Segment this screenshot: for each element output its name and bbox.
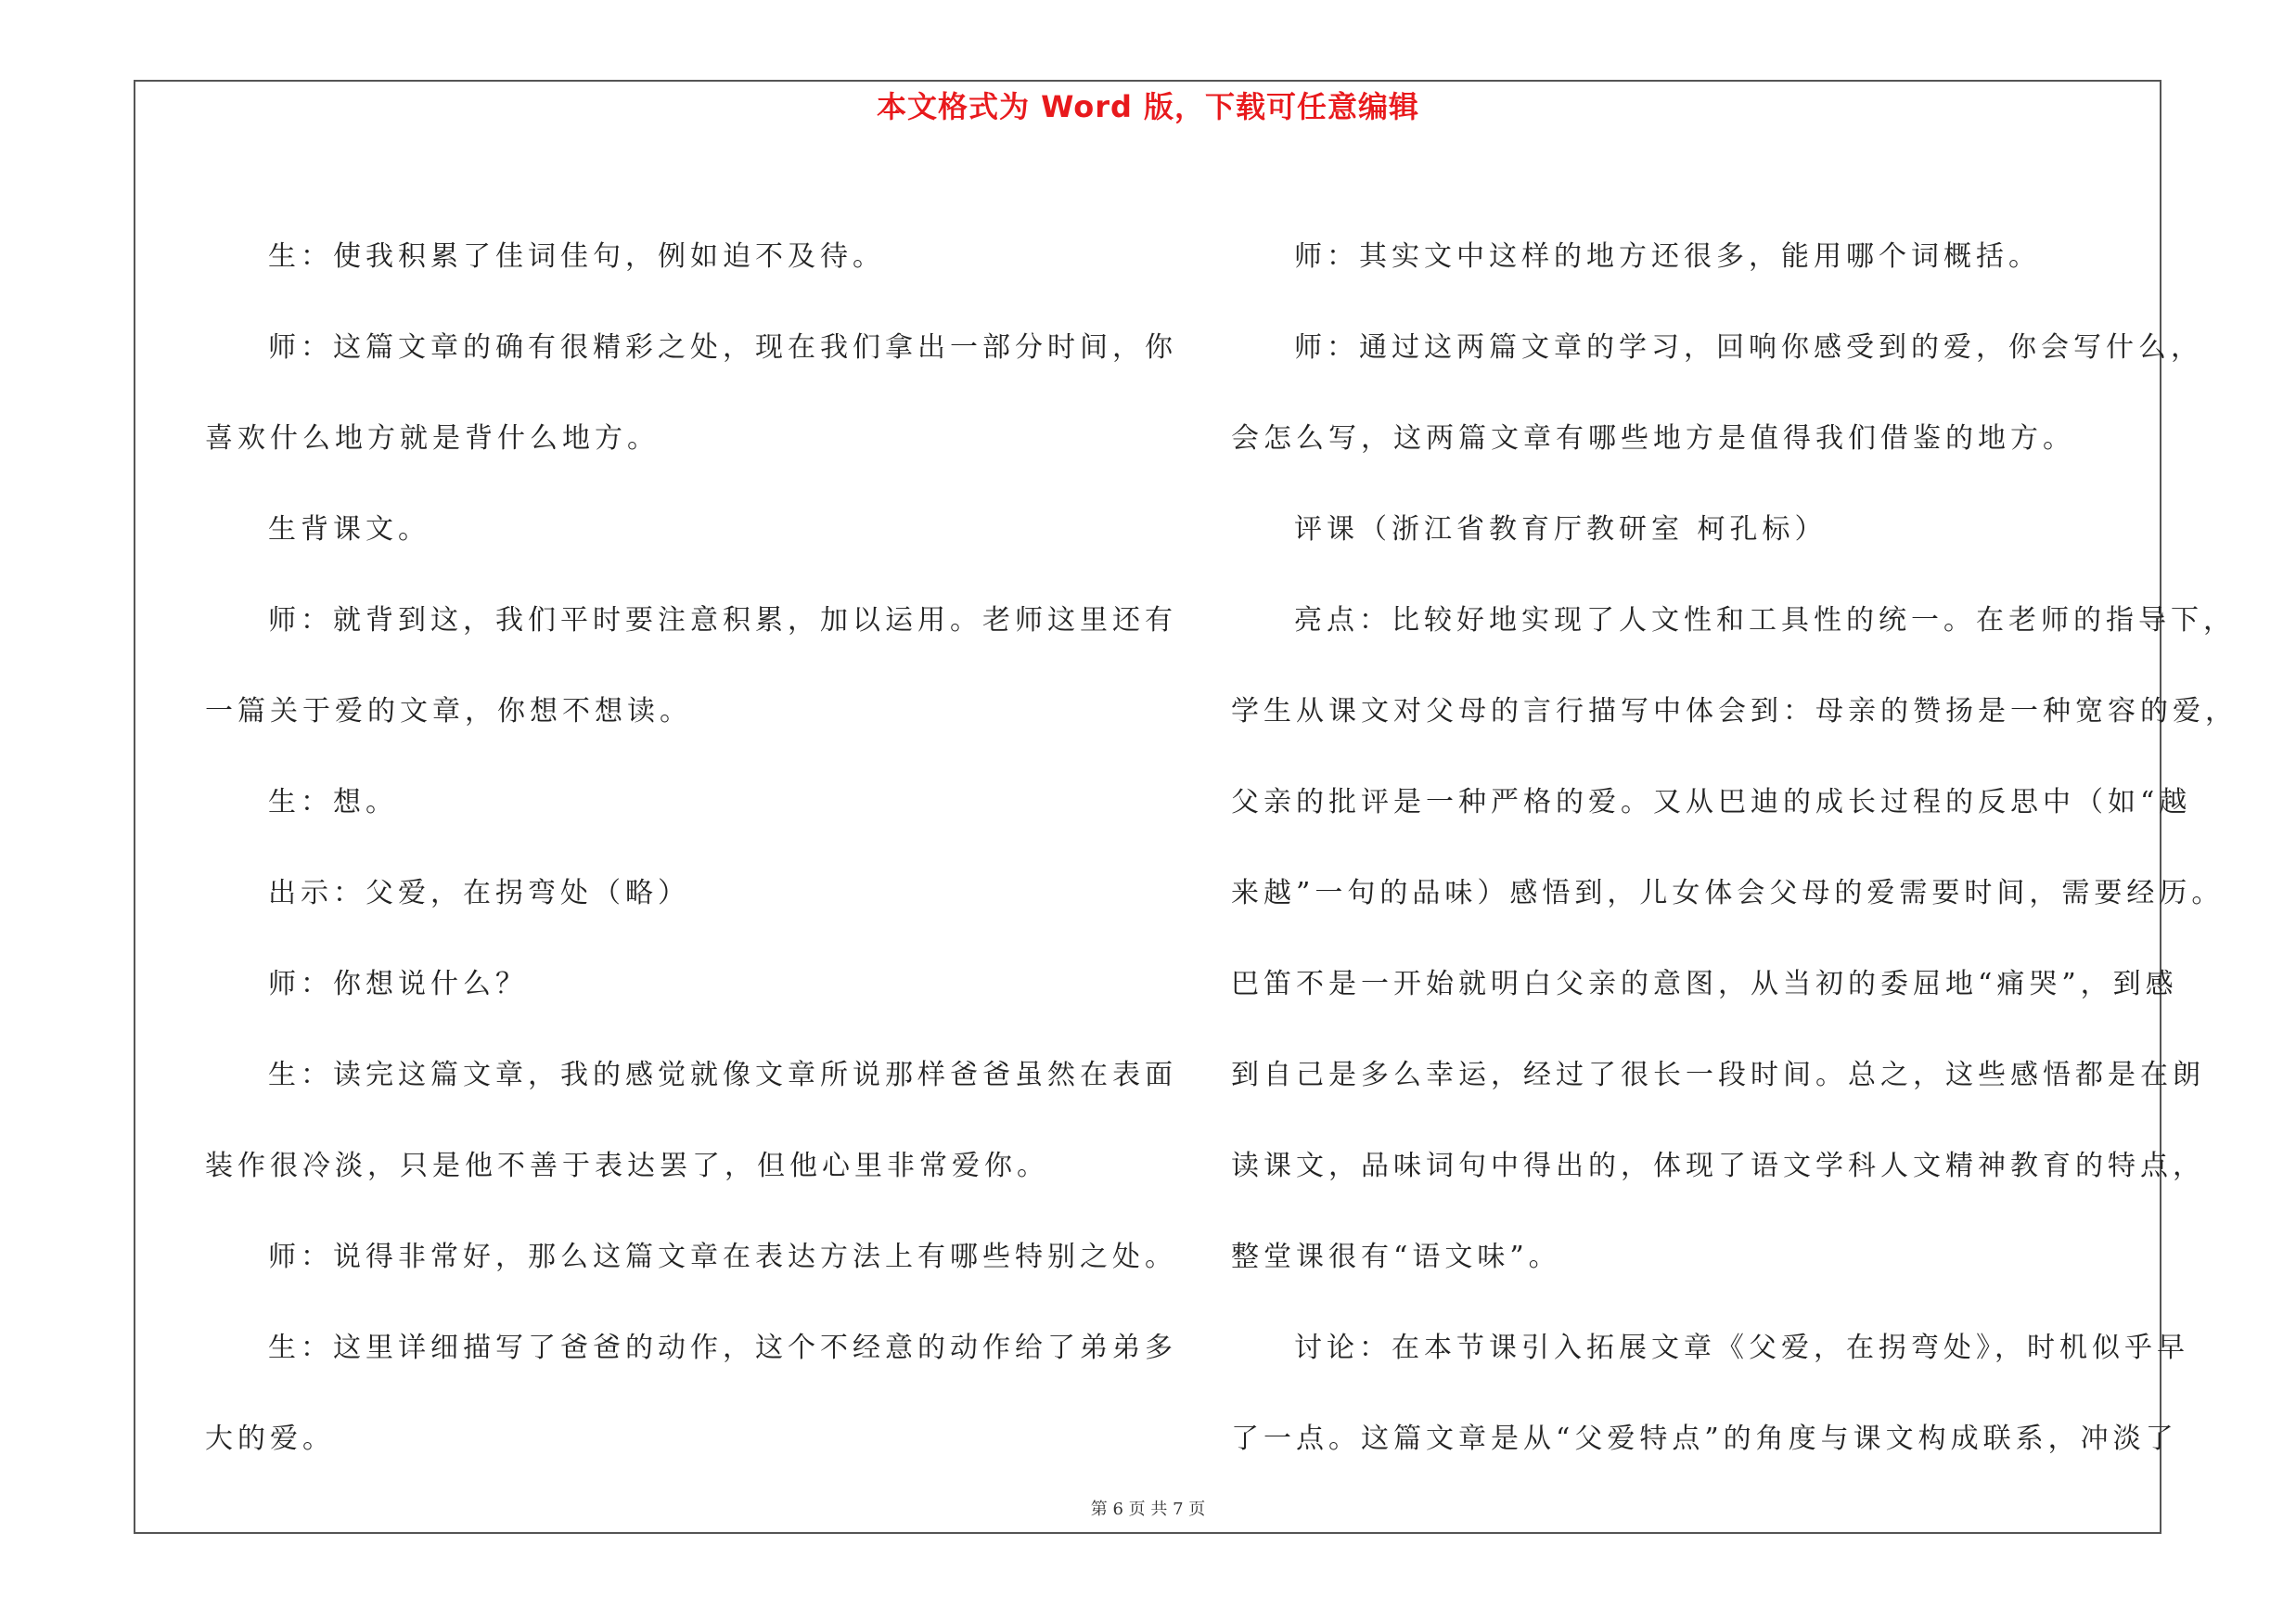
paragraph-line: 师：这篇文章的确有很精彩之处，现在我们拿出一部分时间，你 <box>268 331 1177 364</box>
paragraph-line: 大的爱。 <box>205 1423 335 1455</box>
paragraph-line: 讨论：在本节课引入拓展文章《父爱，在拐弯处》，时机似乎早 <box>1294 1332 2189 1364</box>
left-column <box>205 212 1177 1485</box>
paragraph-line: 师：其实文中这样的地方还很多，能用哪个词概括。 <box>1294 240 2041 273</box>
paragraph-line: 喜欢什么地方就是背什么地方。 <box>205 422 660 455</box>
paragraph-line: 师：通过这两篇文章的学习，回响你感受到的爱，你会写什么， <box>1294 331 2203 364</box>
paragraph-line: 父亲的批评是一种严格的爱。又从巴迪的成长过程的反思中（如“越 <box>1231 786 2192 818</box>
paragraph-line: 了一点。这篇文章是从“父爱特点”的角度与课文构成联系，冲淡了 <box>1231 1423 2178 1455</box>
page-number: 第 6 页 共 7 页 <box>1090 1500 1206 1519</box>
paragraph <box>205 575 1177 757</box>
paragraph <box>205 939 1142 1030</box>
paragraph-line: 生：想。 <box>268 786 398 818</box>
paragraph-line: 生：这里详细描写了爸爸的动作，这个不经意的动作给了弟弟多 <box>268 1332 1177 1364</box>
paragraph-line: 会怎么写，这两篇文章有哪些地方是值得我们借鉴的地方。 <box>1231 422 2075 455</box>
paragraph <box>1231 303 2203 484</box>
paragraph-line: 出示：父爱，在拐弯处（略） <box>268 877 690 909</box>
header-notice: 本文格式为 Word 版，下载可任意编辑 <box>876 89 1420 124</box>
paragraph <box>1231 575 2238 1303</box>
paragraph-line: 师：你想说什么？ <box>268 968 528 1000</box>
paragraph <box>1231 212 2168 303</box>
right-column <box>1231 212 2238 1485</box>
paragraph <box>205 757 1142 848</box>
paragraph-line: 生：使我积累了佳词佳句，例如迫不及待。 <box>268 240 885 273</box>
paragraph <box>1231 1303 2189 1485</box>
paragraph-line: 巴笛不是一开始就明白父亲的意图，从当初的委屈地“痛哭”，到感 <box>1231 968 2178 1000</box>
paragraph-line: 师：说得非常好，那么这篇文章在表达方法上有哪些特别之处。 <box>268 1241 1177 1273</box>
paragraph-line: 学生从课文对父母的言行描写中体会到：母亲的赞扬是一种宽容的爱， <box>1231 695 2238 728</box>
paragraph <box>205 484 1142 575</box>
paragraph <box>205 212 1142 303</box>
paragraph <box>205 303 1177 484</box>
paragraph <box>1231 484 2168 575</box>
paragraph-line: 生背课文。 <box>268 513 430 546</box>
paragraph-line: 整堂课很有“语文味”。 <box>1231 1241 1561 1273</box>
paragraph <box>205 1030 1177 1212</box>
paragraph <box>205 1303 1177 1485</box>
paragraph-line: 生：读完这篇文章，我的感觉就像文章所说那样爸爸虽然在表面 <box>268 1059 1177 1091</box>
paragraph-line: 读课文，品味词句中得出的，体现了语文学科人文精神教育的特点， <box>1231 1150 2205 1182</box>
paragraph-line: 一篇关于爱的文章，你想不想读。 <box>205 695 692 728</box>
paragraph-line: 到自己是多么幸运，经过了很长一段时间。总之，这些感悟都是在朗 <box>1231 1059 2205 1091</box>
paragraph <box>205 1212 1177 1303</box>
paragraph-line: 亮点：比较好地实现了人文性和工具性的统一。在老师的指导下， <box>1294 604 2236 637</box>
paragraph-line: 来越”一句的品味）感悟到，儿女体会父母的爱需要时间，需要经历。 <box>1231 877 2225 909</box>
paragraph <box>205 848 1142 939</box>
paragraph-line: 评课（浙江省教育厅教研室 柯孔标） <box>1294 513 1828 546</box>
paragraph-line: 师：就背到这，我们平时要注意积累，加以运用。老师这里还有 <box>268 604 1177 637</box>
paragraph-line: 装作很冷淡，只是他不善于表达罢了，但他心里非常爱你。 <box>205 1150 1049 1182</box>
